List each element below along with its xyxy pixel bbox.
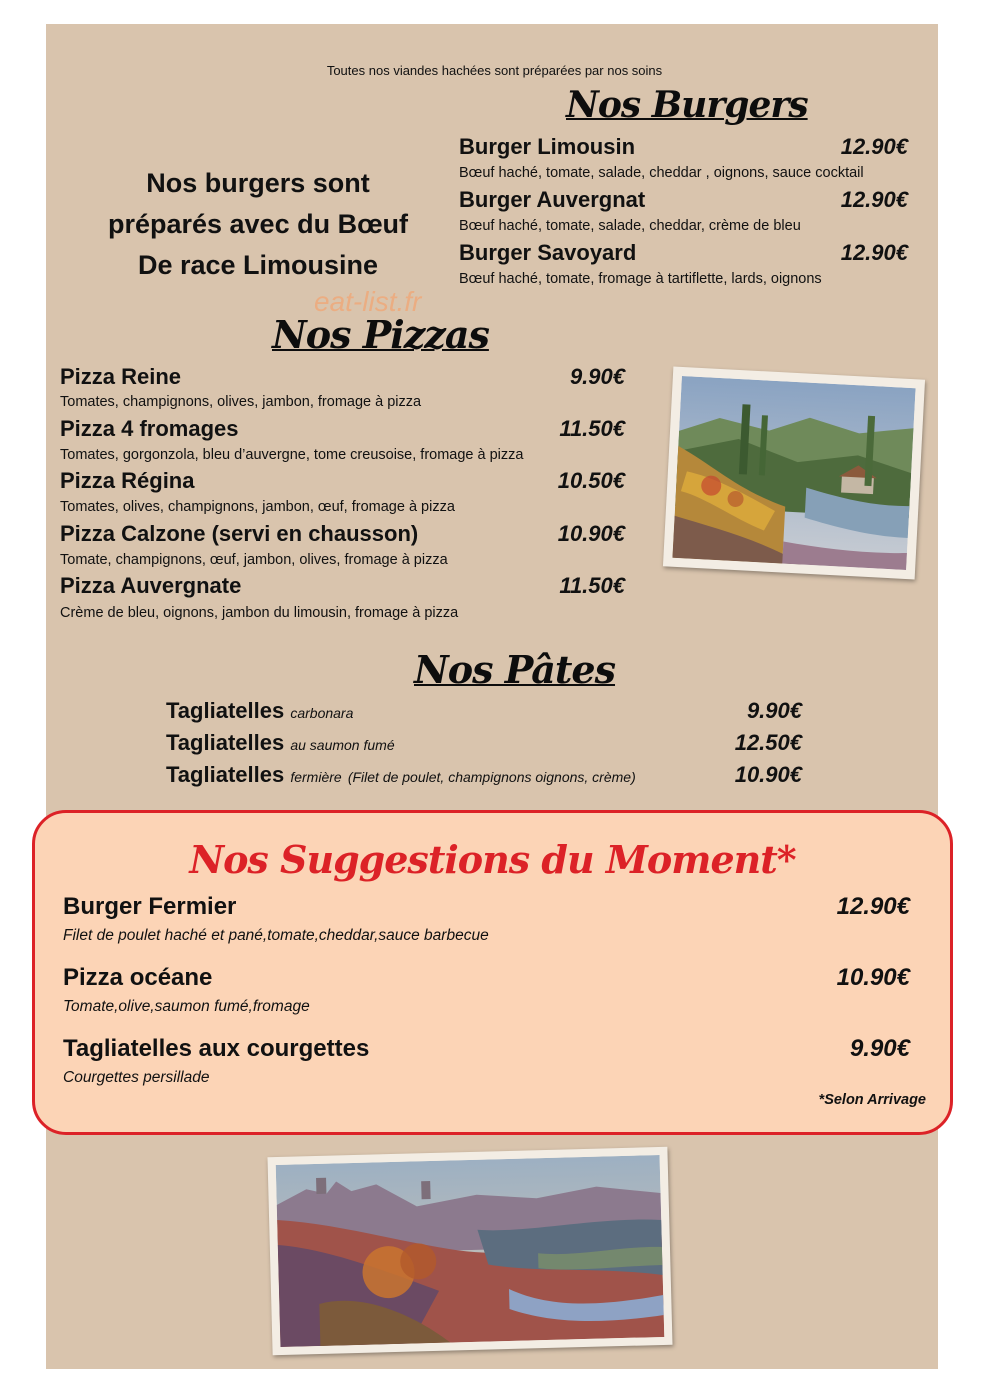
suggestion-description: Filet de poulet haché et pané,tomate,cheddar,sauce barbecue <box>63 927 489 944</box>
pasta-variant: fermière <box>290 769 342 785</box>
pizza-name: Pizza Auvergnate <box>60 573 242 598</box>
pasta-price: 10.90€ <box>734 762 802 787</box>
pasta-variant: carbonara <box>290 705 354 721</box>
suggestion-name: Burger Fermier <box>63 893 237 920</box>
burger-name: Burger Savoyard <box>459 240 637 265</box>
pizza-price: 9.90€ <box>569 364 625 389</box>
pizza-price: 11.50€ <box>559 416 625 441</box>
burger-price: 12.90€ <box>840 187 908 212</box>
landscape-painting-valley <box>267 1147 672 1355</box>
burger-description: Bœuf haché, tomate, salade, cheddar , oignons, sauce cocktail <box>459 165 864 181</box>
pizza-name: Pizza Calzone (servi en chausson) <box>60 521 419 546</box>
suggestions-footnote: *Selon Arrivage <box>818 1092 926 1108</box>
burgers-promo <box>88 163 428 286</box>
pasta-item <box>166 698 353 724</box>
suggestion-name: Tagliatelles aux courgettes <box>63 1035 370 1062</box>
suggestion-price: 12.90€ <box>836 893 910 920</box>
pizza-name: Pizza Reine <box>60 364 182 389</box>
landscape-painting-image <box>276 1155 665 1347</box>
pizza-price: 10.50€ <box>557 468 625 493</box>
burger-price: 12.90€ <box>840 240 908 265</box>
burger-description: Bœuf haché, tomate, salade, cheddar, crème de bleu <box>459 218 801 234</box>
intro-text: Toutes nos viandes hachées sont préparées par nos soins <box>326 63 663 78</box>
suggestion-description: Courgettes persillade <box>63 1069 210 1086</box>
pizza-description: Tomates, olives, champignons, jambon, œuf, fromage à pizza <box>60 499 455 515</box>
pizza-description: Crème de bleu, oignons, jambon du limousin, fromage à pizza <box>60 605 459 621</box>
pizza-price: 10.90€ <box>557 521 625 546</box>
pizza-price: 11.50€ <box>559 573 625 598</box>
pizza-description: Tomates, champignons, olives, jambon, fromage à pizza <box>60 394 422 410</box>
landscape-painting-river <box>663 367 925 580</box>
burger-price: 12.90€ <box>840 134 908 159</box>
burger-name: Burger Limousin <box>459 134 636 159</box>
watermark: eat-list.fr <box>314 286 422 317</box>
burgers-title: Nos Burgers <box>566 84 808 126</box>
pasta-extra: (Filet de poulet, champignons oignons, crème) <box>347 769 636 785</box>
pasta-item <box>166 730 395 756</box>
pasta-price: 12.50€ <box>734 730 802 755</box>
suggestion-price: 9.90€ <box>849 1035 910 1062</box>
pizza-description: Tomates, gorgonzola, bleu d’auvergne, tome creusoise, fromage à pizza <box>60 447 524 463</box>
suggestions-title: Nos Suggestions du Moment* <box>189 837 796 882</box>
pizza-name: Pizza Régina <box>60 468 195 493</box>
suggestion-description: Tomate,olive,saumon fumé,fromage <box>63 998 310 1015</box>
promo-line: préparés avec du Bœuf <box>107 209 409 239</box>
landscape-painting-image <box>672 376 915 570</box>
burger-description: Bœuf haché, tomate, fromage à tartiflette, lards, oignons <box>459 271 822 287</box>
suggestion-name: Pizza océane <box>63 964 213 991</box>
pizzas-title: Nos Pizzas <box>272 312 489 357</box>
pizza-name: Pizza 4 fromages <box>60 416 239 441</box>
pizza-description: Tomate, champignons, œuf, jambon, olives, fromage à pizza <box>60 552 448 568</box>
pasta-variant: au saumon fumé <box>290 737 395 753</box>
pates-title: Nos Pâtes <box>414 647 616 692</box>
suggestion-price: 10.90€ <box>836 964 910 991</box>
pasta-price: 9.90€ <box>746 698 802 723</box>
pasta-name: Tagliatelles <box>166 698 285 723</box>
pasta-item <box>166 762 636 788</box>
pasta-name: Tagliatelles <box>166 762 285 787</box>
burger-name: Burger Auvergnat <box>459 187 646 212</box>
promo-line: Nos burgers sont <box>146 168 370 198</box>
pasta-name: Tagliatelles <box>166 730 285 755</box>
promo-line: De race Limousine <box>137 250 379 280</box>
